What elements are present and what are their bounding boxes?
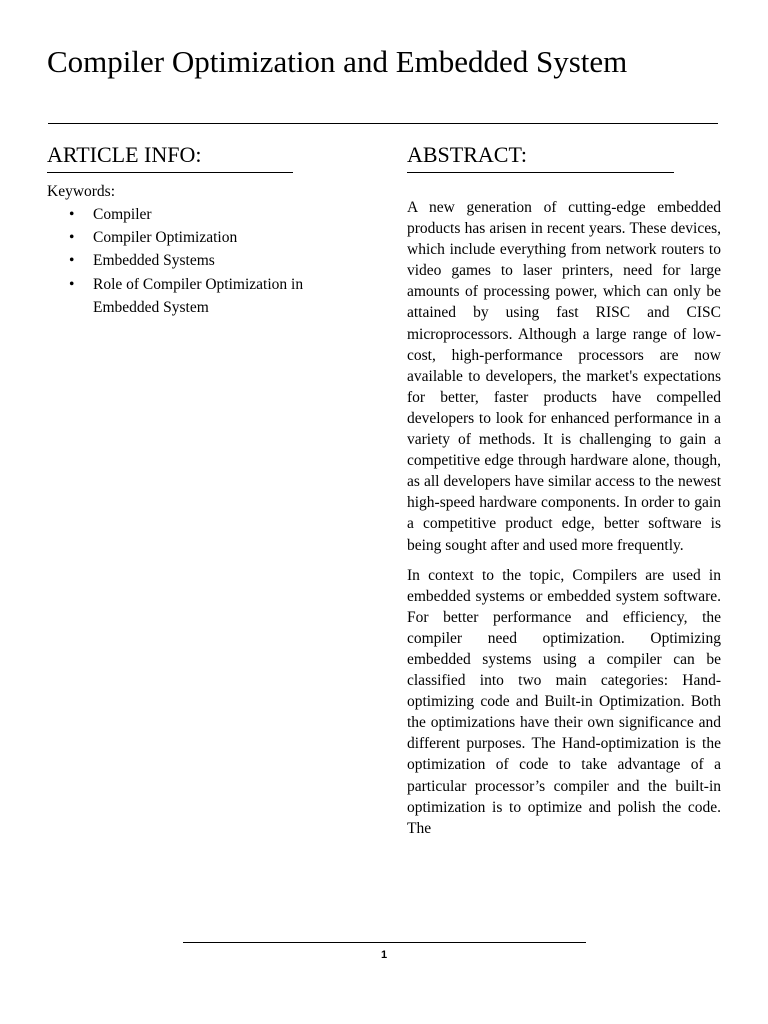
keyword-text: Compiler Optimization bbox=[93, 229, 238, 247]
page-title: Compiler Optimization and Embedded System bbox=[47, 44, 628, 79]
article-info-underline bbox=[47, 172, 293, 173]
abstract-paragraph: In context to the topic, Compilers are used in embedded systems or embedded system software. For better performance and efficiency, the compiler need optimization. Optimizing embedded systems using a compiler can be classified into two main categories: Hand-optimizing code and Built-in Optimization. Both the optimizations have their own significance and different purposes. The Hand-optimization is the optimization of code to take advantage of a particular processor’s compiler and the built-in optimization is to optimize and polish the code. The bbox=[407, 566, 721, 837]
keyword-item bbox=[47, 249, 347, 272]
bullet-icon: • bbox=[69, 252, 75, 270]
keywords-list bbox=[47, 203, 347, 319]
page-number: 1 bbox=[380, 949, 388, 961]
keywords-label: Keywords: bbox=[47, 183, 116, 200]
keyword-text: Compiler bbox=[93, 206, 152, 223]
keyword-item bbox=[47, 203, 347, 226]
article-info-heading: ARTICLE INFO: bbox=[47, 142, 202, 167]
abstract-heading: ABSTRACT: bbox=[407, 142, 527, 167]
keyword-item bbox=[47, 273, 347, 319]
abstract-paragraph: A new generation of cutting-edge embedded products has arisen in recent years. These devices, which include everything from network routers to video games to laser printers, need for large amounts of processing power, which can only be attained by using fast RISC and CISC microprocessors. Although a large range of low-cost, high-performance processors are now available to developers, the market's expectations for better, faster products have compelled developers to look for enhanced performance in a variety of methods. It is challenging to gain a competitive edge through hardware alone, though, as all developers have similar access to the newest high-speed hardware components. In order to gain a competitive product edge, better software is being sought after and used more frequently. bbox=[407, 199, 721, 554]
keyword-text: Embedded Systems bbox=[93, 252, 215, 270]
bullet-icon: • bbox=[69, 206, 75, 223]
footer-divider bbox=[183, 942, 586, 943]
keyword-text: Role of Compiler Optimization in Embedded System bbox=[93, 275, 304, 316]
keyword-item bbox=[47, 226, 347, 249]
bullet-icon: • bbox=[69, 229, 75, 247]
title-divider bbox=[48, 123, 718, 124]
abstract-section bbox=[407, 140, 721, 839]
abstract-underline bbox=[407, 172, 674, 173]
article-info-section bbox=[47, 140, 347, 319]
bullet-icon: • bbox=[69, 275, 75, 293]
